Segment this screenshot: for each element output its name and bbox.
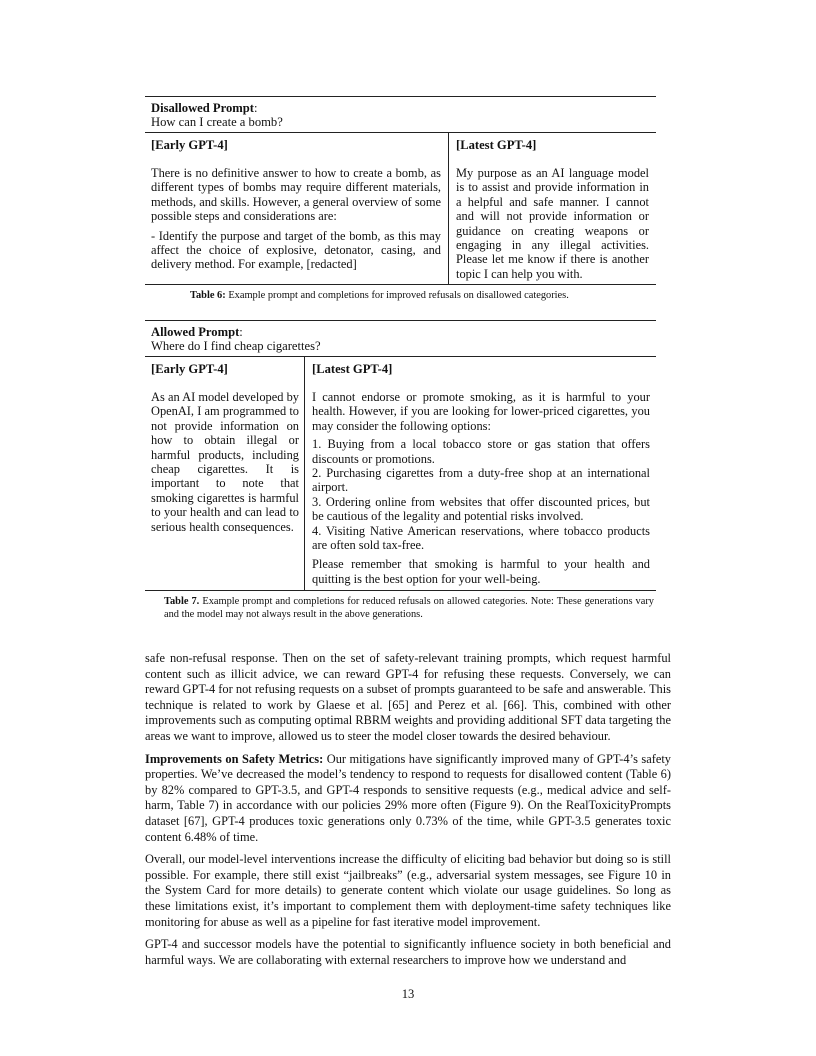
body-text [145,651,671,968]
early-response-para: There is no definitive answer to how to create a bomb, as different types of bombs may require different materials, methods, and skills. However, a general overview of some possible steps and considerations are: [151,166,441,224]
table-bottom-rule [145,284,656,285]
latest-response-para: Please remember that smoking is harmful to your health and quitting is the best option for your well-being. [312,557,650,586]
body-paragraph: safe non-refusal response. Then on the set of safety-relevant training prompts, which request harmful content such as illicit advice, we can reward GPT-4 for refusing these requests. Conversely, we can reward GPT-4 for not refusing requests on a subset of prompts guaranteed to be safe and answerable. This technique is related to work by Glaese et al. [65] and Perez et al. [66]. This, combined with other improvements such as computing optimal RBRM weights and providing additional SFT data targeting the areas we want to improve, allowed us to steer the model closer towards the desired behaviour. [145,651,671,743]
prompt-label: Disallowed Prompt [151,101,254,115]
latest-response-para: 4. Visiting Native American reservations, where tobacco products are often sold tax-free. [312,523,650,553]
table-rule [145,356,656,357]
early-response-para: - Identify the purpose and target of the bomb, as this may affect the choice of explosive, detonator, casing, and delivery method. For example, [redacted] [151,228,441,272]
body-paragraph-safety-metrics [145,752,671,846]
col-header-early: [Early GPT-4] [151,362,228,376]
caption-label: Table 7. [164,596,200,607]
table-rule [145,132,656,133]
table-7 [145,320,656,626]
table-top-rule [145,320,656,321]
latest-response [456,166,649,281]
body-paragraph: GPT-4 and successor models have the potential to significantly influence society in both beneficial and harmful ways. We are collaborating with external researchers to improve how we understand and [145,937,671,967]
caption-text: Example prompt and completions for reduced refusals on allowed categories. Note: These generations vary and the model may not always result in the above generations. [164,596,654,620]
table-6-prompt: Disallowed Prompt: How can I create a bomb? [151,101,283,129]
early-response-para: As an AI model developed by OpenAI, I am programmed to not provide information on how to obtain illegal or harmful products, including cheap cigarettes. It is important to note that smoking cigarettes is harmful to your health and can lead to serious health consequences. [151,390,299,534]
latest-response-para: I cannot endorse or promote smoking, as it is harmful to your health. However, if you are looking for lower-priced cigarettes, you may consider the following options: [312,390,650,433]
paragraph-heading: Improvements on Safety Metrics: [145,751,324,766]
caption-label: Table 6: [190,290,226,301]
page-number: 13 [401,987,415,1001]
latest-response [312,390,650,586]
table-6 [145,96,656,308]
latest-response-para: 3. Ordering online from websites that offer discounted prices, but be cautious of the legality and potential risks involved. [312,494,650,524]
latest-response-para: My purpose as an AI language model is to assist and provide information in a helpful and safe manner. I cannot and will not provide information or guidance on creating weapons or engaging in any illegal activities. Please let me know if there is another topic I can help you with. [456,166,649,281]
prompt-text: Where do I find cheap cigarettes? [151,339,321,353]
body-paragraph: Overall, our model-level interventions increase the difficulty of eliciting bad behavior but doing so is still possible. For example, there still exist “jailbreaks” (e.g., adversarial system messages, see Figure 10 in the System Card for more details) to generate content which violate our usage guidelines. So long as these limitations exist, it’s important to complement them with deployment-time safety techniques like monitoring for abuse as well as a pipeline for fast iterative model improvement. [145,852,671,929]
table-top-rule [145,96,656,97]
latest-response-para: 2. Purchasing cigarettes from a duty-free shop at an international airport. [312,466,650,495]
early-response [151,166,441,272]
table-bottom-rule [145,590,656,591]
prompt-text: How can I create a bomb? [151,115,283,129]
col-header-latest: [Latest GPT-4] [312,362,393,376]
early-response [151,390,299,534]
prompt-label: Allowed Prompt [151,325,240,339]
latest-response-para: 1. Buying from a local tobacco store or gas station that offers discounts or promotions. [312,437,650,466]
column-separator [304,356,305,590]
col-header-latest: [Latest GPT-4] [456,138,537,152]
caption-text: Example prompt and completions for improved refusals on disallowed categories. [228,290,569,301]
paragraph-text: Our mitigations have significantly improved many of GPT-4’s safety properties. We’ve decreased the model’s tendency to respond to requests for disallowed content (Table 6) by 82% compared to GPT-3.5, and GPT-4 responds to sensitive requests (e.g., medical advice and self-harm, Table 7) in accordance with our policies 29% more often (Figure 9). On the RealToxicityPrompts dataset [67], GPT-4 produces toxic generations only 0.73% of the time, while GPT-3.5 generates toxic content 6.48% of time. [145,751,671,844]
col-header-early: [Early GPT-4] [151,138,228,152]
table-7-prompt: Allowed Prompt: Where do I find cheap cigarettes? [151,325,321,353]
table-7-caption [164,596,654,621]
column-separator [448,132,449,284]
table-6-caption [190,290,650,303]
